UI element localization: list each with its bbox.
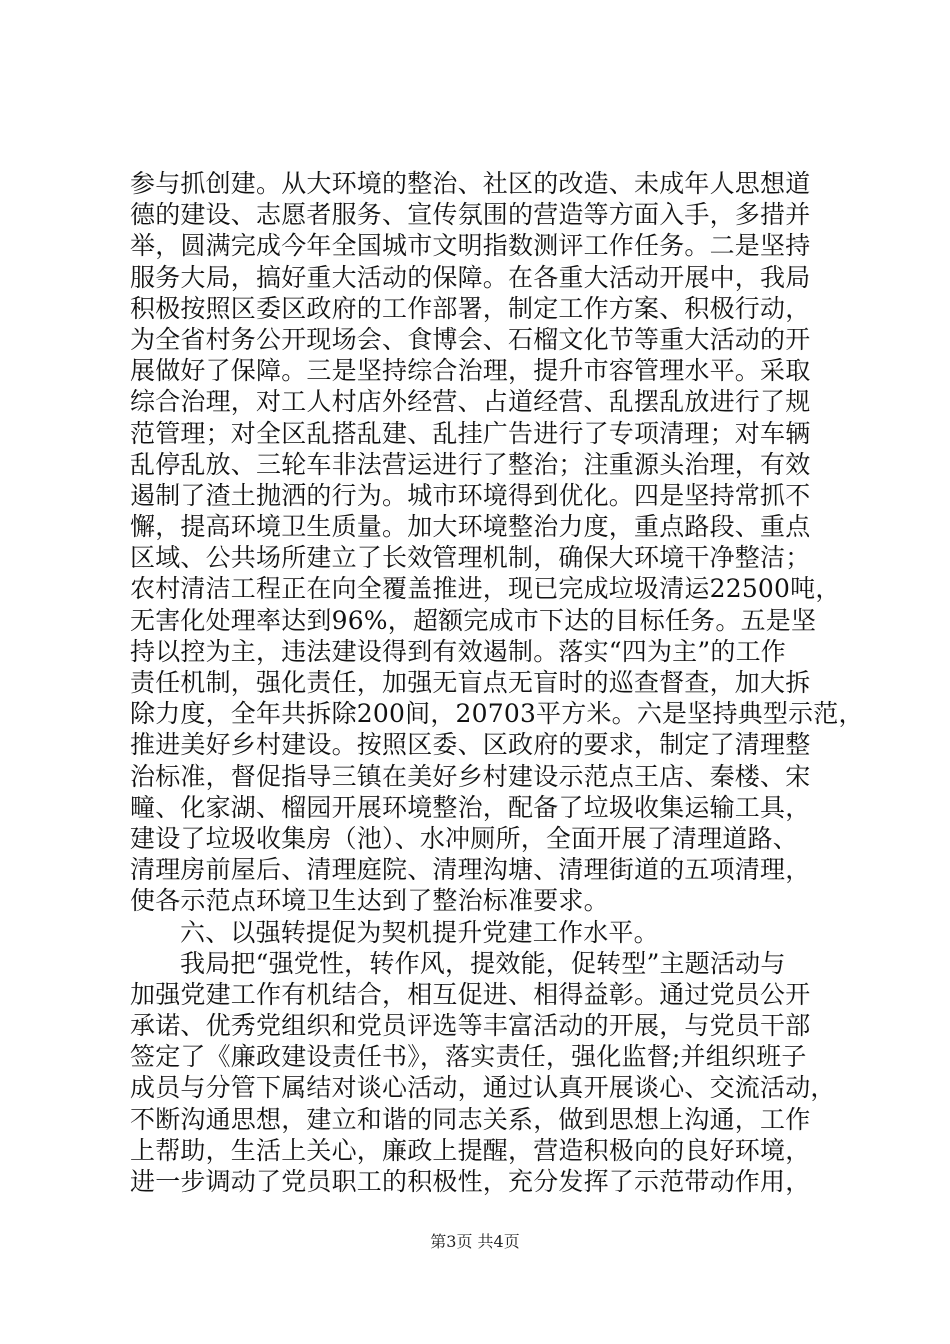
text-line: 范管理；对全区乱搭乱建、乱挂广告进行了专项清理；对车辆 (130, 418, 811, 448)
text-line: 积极按照区委区政府的工作部署，制定工作方案、积极行动， (130, 293, 811, 323)
text-line: 不断沟通思想，建立和谐的同志关系，做到思想上沟通，工作 (130, 1104, 811, 1134)
text-line: 服务大局，搞好重大活动的保障。在各重大活动开展中，我局 (130, 262, 811, 292)
text-line: 建设了垃圾收集房（池）、水冲厕所，全面开展了清理道路、 (130, 823, 798, 853)
text-line: 进一步调动了党员职工的积极性，充分发挥了示范带动作用， (130, 1167, 811, 1196)
text-line: 持以控为主，违法建设得到有效遏制。落实“四为主”的工作 (130, 636, 786, 666)
text-line: 展做好了保障。三是坚持综合治理，提升市容管理水平。采取 (130, 356, 811, 386)
text-line: 疃、化家湖、榴园开展环境整治，配备了垃圾收集运输工具， (130, 792, 811, 822)
text-line: 使各示范点环境卫生达到了整治标准要求。 (130, 886, 609, 916)
text-line: 治标准，督促指导三镇在美好乡村建设示范点王店、秦楼、宋 (130, 761, 811, 791)
text-line: 责任机制，强化责任，加强无盲点无盲时的巡查督查，加大拆 (130, 668, 811, 697)
text-line: 承诺、优秀党组织和党员评选等丰富活动的开展，与党员干部 (130, 1011, 811, 1041)
text-line: 成员与分管下属结对谈心活动，通过认真开展谈心、交流活动， (130, 1073, 836, 1103)
paragraph-1 (130, 168, 864, 917)
text-line: 为全省村务公开现场会、食博会、石榴文化节等重大活动的开 (130, 324, 811, 354)
text-line: 懈，提高环境卫生质量。加大环境整治力度，重点路段、重点 (130, 512, 811, 542)
text-line: 加强党建工作有机结合，相互促进、相得益彰。通过党员公开 (130, 979, 811, 1009)
section-heading: 六、以强转提促为契机提升党建工作水平。 (180, 917, 659, 947)
text-line: 上帮助，生活上关心，廉政上提醒，营造积极向的良好环境， (130, 1135, 811, 1165)
text-line: 农村清洁工程正在向全覆盖推进，现已完成垃圾清运22500吨， (130, 574, 841, 604)
text-line: 除力度，全年共拆除200间，20703平方米。六是坚持典型示范， (130, 699, 864, 729)
paragraph-2 (130, 948, 836, 1198)
text-line: 我局把“强党性，转作风，提效能，促转型”主题活动与 (180, 948, 786, 978)
body-text (130, 168, 864, 1197)
text-line: 签定了《廉政建设责任书》，落实责任，强化监督;并组织班子 (130, 1042, 807, 1072)
text-line: 区域、公共场所建立了长效管理机制，确保大环境干净整洁； (130, 543, 811, 573)
text-line: 无害化处理率达到96%，超额完成市下达的目标任务。五是坚 (130, 605, 817, 635)
text-line: 推进美好乡村建设。按照区委、区政府的要求，制定了清理整 (130, 730, 811, 760)
text-line: 德的建设、志愿者服务、宣传氛围的营造等方面入手，多措并 (130, 200, 811, 230)
page-number-footer: 第3页 共4页 (430, 1232, 520, 1251)
text-line: 乱停乱放、三轮车非法营运进行了整治；注重源头治理，有效 (130, 449, 811, 479)
text-line: 清理房前屋后、清理庭院、清理沟塘、清理街道的五项清理， (130, 855, 811, 885)
text-line: 举，圆满完成今年全国城市文明指数测评工作任务。二是坚持 (130, 231, 811, 261)
text-line: 综合治理，对工人村店外经营、占道经营、乱摆乱放进行了规 (130, 387, 811, 417)
text-line: 遏制了渣土抛洒的行为。城市环境得到优化。四是坚持常抓不 (130, 480, 811, 510)
text-line: 参与抓创建。从大环境的整治、社区的改造、未成年人思想道 (130, 169, 811, 198)
